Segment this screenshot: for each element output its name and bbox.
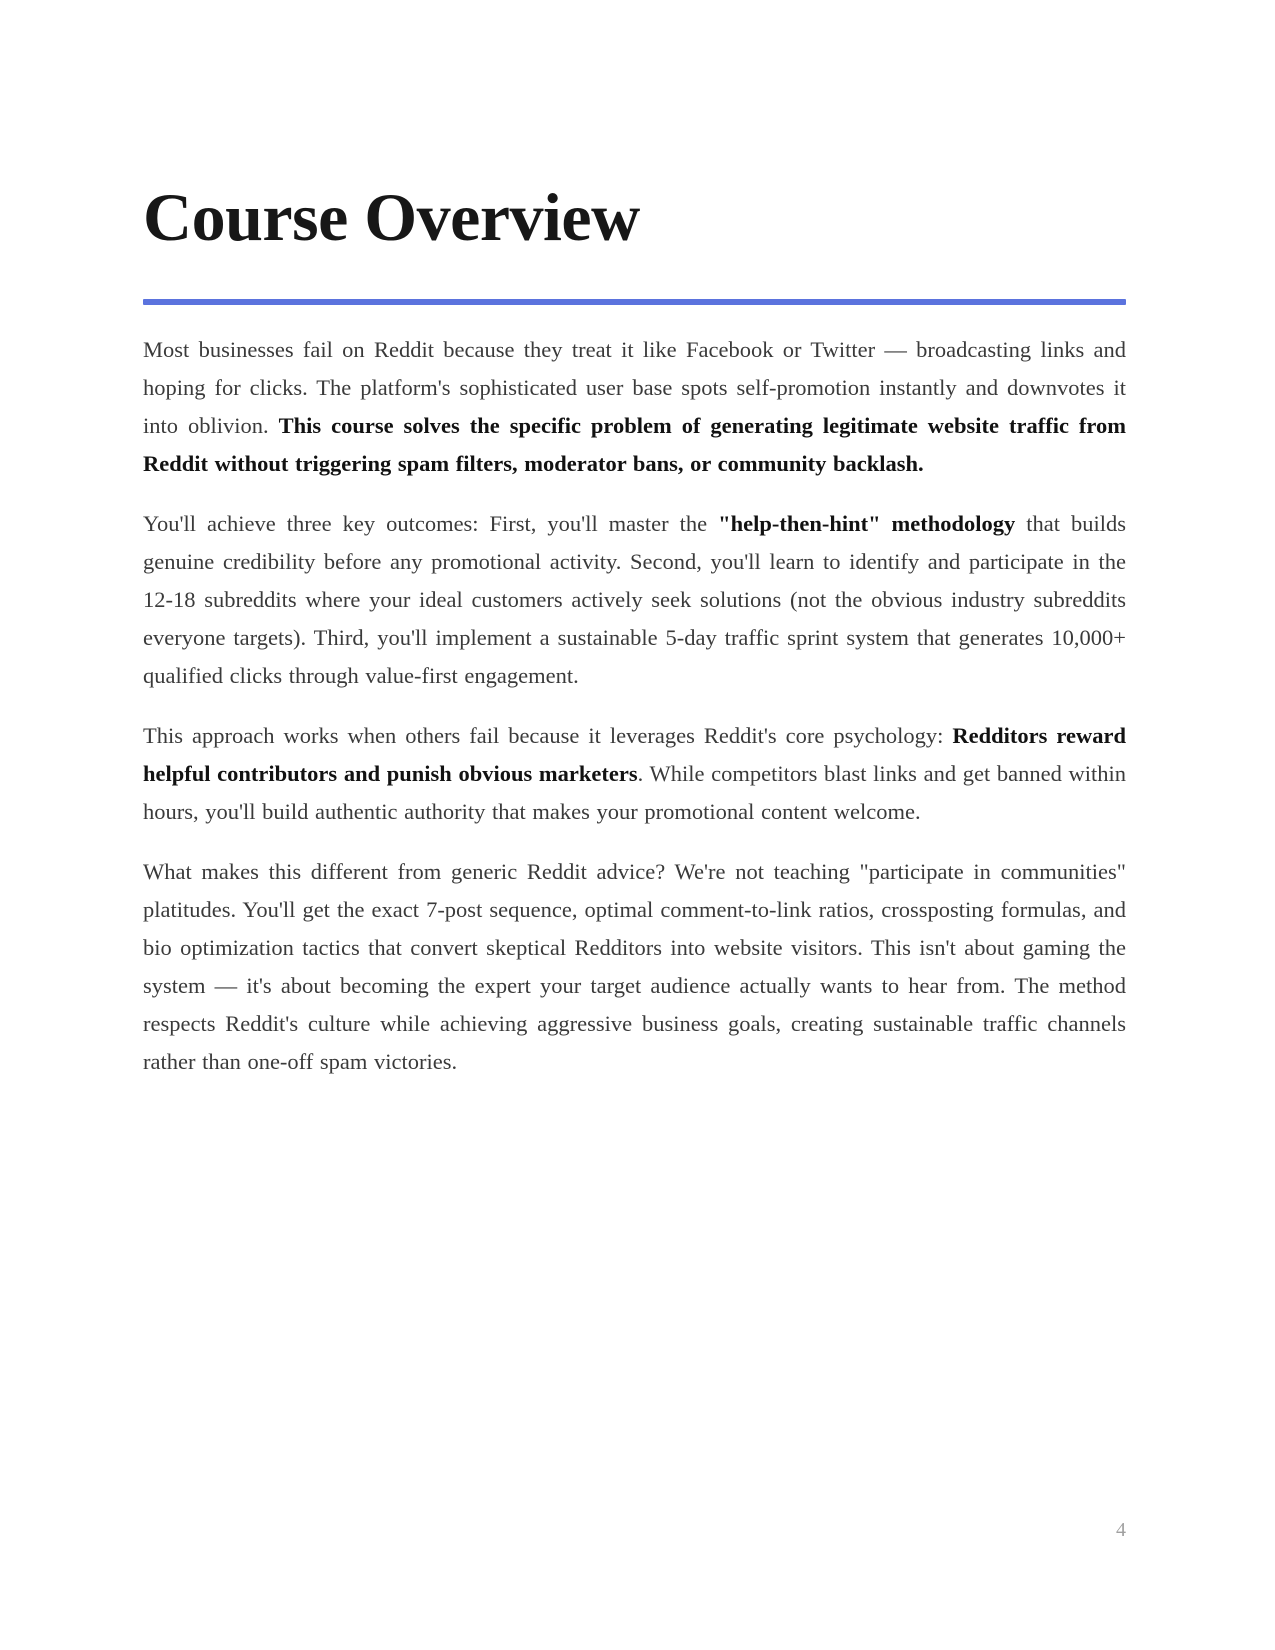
title-divider [143,299,1126,305]
text-run: Most businesses fail on Reddit because they treat it like Facebook or Twitter — broadcasting links and hoping for clicks. The platform's sophisticated user base spots self-promotion instantly and downvotes it into oblivion. [143,336,1126,438]
text-run: that builds genuine credibility before any promotional activity. Second, you'll learn to identify and participate in the 12-18 subreddits where your ideal customers actively seek solutions (not the obvious industry subreddits everyone targets). Third, you'll implement a sustainable 5-day traffic sprint system that generates 10,000+ qualified clicks through value-first engagement. [143,510,1126,688]
page-title: Course Overview [143,179,640,255]
paragraph [143,331,1126,483]
text-run: What makes this different from generic Reddit advice? We're not teaching "participate in communities" platitudes. You'll get the exact 7-post sequence, optimal comment-to-link ratios, crossposting formulas, and bio optimization tactics that convert skeptical Redditors into website visitors. This isn't about gaming the system — it's about becoming the expert your target audience actually wants to hear from. The method respects Reddit's culture while achieving aggressive business goals, creating sustainable traffic channels rather than one-off spam victories. [143,858,1126,1074]
bold-text-run: This course solves the specific problem of generating legitimate website traffic from Reddit without triggering spam filters, moderator bans, or community backlash. [143,412,1126,476]
text-run: This approach works when others fail because it leverages Reddit's core psychology: [143,722,953,748]
page-number: 4 [1116,1519,1126,1541]
page-content [143,0,1126,1103]
bold-text-run: Redditors reward helpful contributors and punish obvious marketers [143,722,1126,786]
bold-text-run: "help-then-hint" methodology [718,510,1016,536]
text-run: . While competitors blast links and get banned within hours, you'll build authentic authority that makes your promotional content welcome. [143,760,1126,824]
text-run: You'll achieve three key outcomes: First, you'll master the [143,510,719,536]
paragraph [143,853,1126,1081]
paragraph [143,717,1126,831]
paragraph [143,505,1126,695]
body-text [143,331,1126,1081]
